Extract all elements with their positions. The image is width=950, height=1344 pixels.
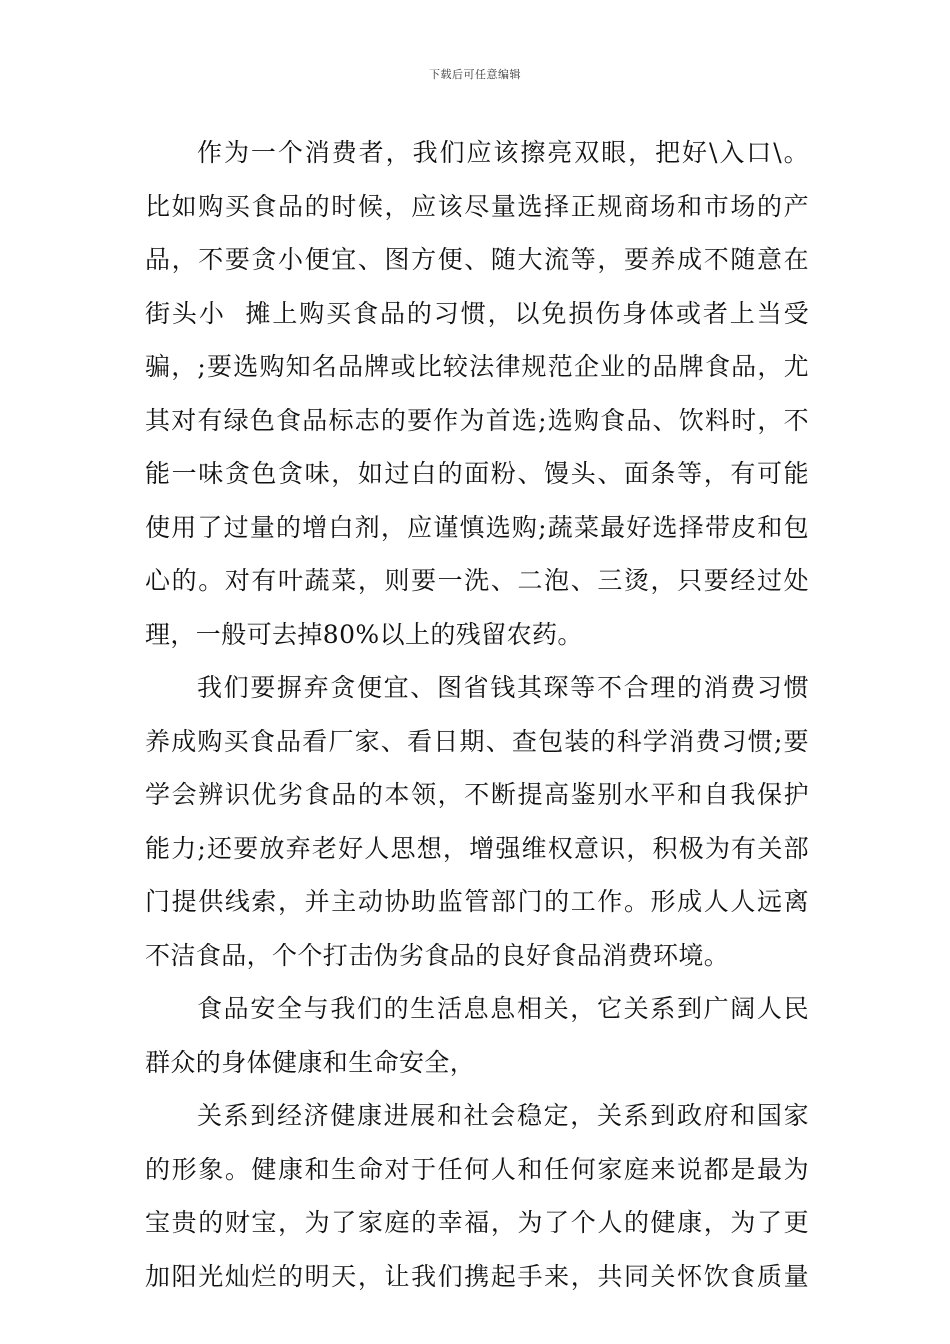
paragraph-line: 加阳光灿烂的明天，让我们携起手来，共同关怀饮食质量 [145,1261,809,1291]
paragraph-line: 学会辨识优劣食品的本领，不断提高鉴别水平和自我保护 [145,780,809,809]
paragraph-line: 养成购买食品看厂家、看日期、查包装的科学消费习惯;要 [145,726,809,756]
page-header: 下载后可任意编辑 [429,68,521,81]
paragraph-3 [145,982,809,1089]
paragraph-line: 骗，;要选购知名品牌或比较法律规范企业的品牌食品，尤 [145,352,809,381]
paragraph-line: 作为一个消费者，我们应该擦亮双眼，把好\入口\。 [197,138,809,167]
paragraph-line: 心的。对有叶蔬菜，则要一洗、二泡、三烫，只要经过处 [145,566,809,595]
paragraph-line: 门提供线索，并主动协助监管部门的工作。形成人人远离 [145,887,809,916]
paragraph-line: 宝贵的财宝，为了家庭的幸福，为了个人的健康，为了更 [145,1208,809,1237]
paragraph-line: 街头小 摊上购买食品的习惯，以免损伤身体或者上当受 [145,298,809,328]
paragraph-line: 能一味贪色贪味，如过白的面粉、馒头、面条等，有可能 [145,459,809,488]
paragraph-line: 群众的身体健康和生命安全， [145,1047,476,1077]
paragraph-line: 其对有绿色食品标志的要作为首选;选购食品、饮料时，不 [145,405,809,435]
paragraph-line: 品，不要贪小便宜、图方便、随大流等，要养成不随意在 [145,245,809,274]
paragraph-line: 关系到经济健康进展和社会稳定，关系到政府和国家 [197,1101,809,1130]
paragraph-4 [145,1089,809,1303]
paragraph-line: 不洁食品，个个打击伪劣食品的良好食品消费环境。 [145,940,730,970]
paragraph-1 [145,126,809,661]
paragraph-line: 我们要摒弃贪便宜、图省钱其琛等不合理的消费习惯 [197,673,809,702]
paragraph-line: 能力;还要放弃老好人思想，增强维权意识，积极为有关部 [145,833,809,863]
paragraph-line: 使用了过量的增白剂，应谨慎选购;蔬菜最好选择带皮和包 [145,512,809,542]
paragraph-line: 理，一般可去掉80%以上的残留农药。 [145,619,583,649]
paragraph-2 [145,661,809,982]
document-body [145,126,809,1303]
paragraph-line: 食品安全与我们的生活息息相关，它关系到广阔人民 [197,994,809,1023]
paragraph-line: 的形象。健康和生命对于任何人和任何家庭来说都是最为 [145,1154,809,1184]
paragraph-line: 比如购买食品的时候，应该尽量选择正规商场和市场的产 [145,191,809,221]
